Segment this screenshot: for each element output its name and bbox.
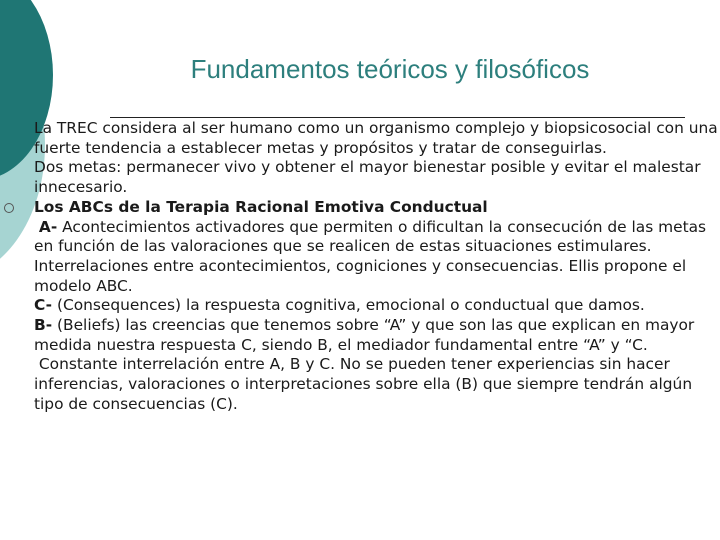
paragraph-constant-interrelation	[34, 355, 718, 414]
paragraph-c-definition	[34, 296, 718, 316]
b-definition-text: (Beliefs) las creencias que tenemos sobre “A” y que son las que explican en mayor medida nuestra respuesta C, siendo B, el mediador fundamental entre “A” y “C.	[34, 316, 695, 354]
c-definition-text: (Consequences) la respuesta cognitiva, emocional o conductual que damos.	[52, 296, 645, 315]
title-divider	[110, 117, 685, 118]
hollow-circle-bullet-icon	[4, 203, 14, 213]
paragraph-two-goals: Dos metas: permanecer vivo y obtener el mayor bienestar posible y evitar el malestar innecesario.	[34, 158, 701, 197]
a-definition-text: Acontecimientos activadores que permiten o dificultan la consecución de las metas en función de las valoraciones que se realicen de estas situaciones estimulares.	[34, 217, 707, 256]
paragraph-interrelations: Interrelaciones entre acontecimientos, cogniciones y consecuencias. Ellis propone el modelo ABC.	[34, 256, 687, 295]
paragraph-a-definition	[34, 218, 718, 257]
slide-body	[34, 119, 718, 415]
bullet-abc-heading	[34, 198, 718, 218]
a-key-label: A-	[38, 217, 58, 236]
constant-interrelation-text: Constante interrelación entre A, B y C. No se pueden tener experiencias sin hacer inferencias, valoraciones o interpretaciones sobre ella (B) que siempre tendrán algún tipo de consecuencias (C).	[34, 355, 693, 413]
paragraph-b-definition	[34, 316, 718, 355]
slide-title: Fundamentos teóricos y filosóficos	[190, 54, 590, 84]
c-key-label: C-	[34, 296, 53, 315]
abc-heading: Los ABCs de la Terapia Racional Emotiva Conductual	[34, 197, 488, 216]
paragraph-trec-definition: La TREC considera al ser humano como un organismo complejo y biopsicosocial con una fuerte tendencia a establecer metas y propósitos y tratar de conseguirlas.	[34, 119, 718, 157]
b-key-label: B-	[34, 316, 53, 335]
